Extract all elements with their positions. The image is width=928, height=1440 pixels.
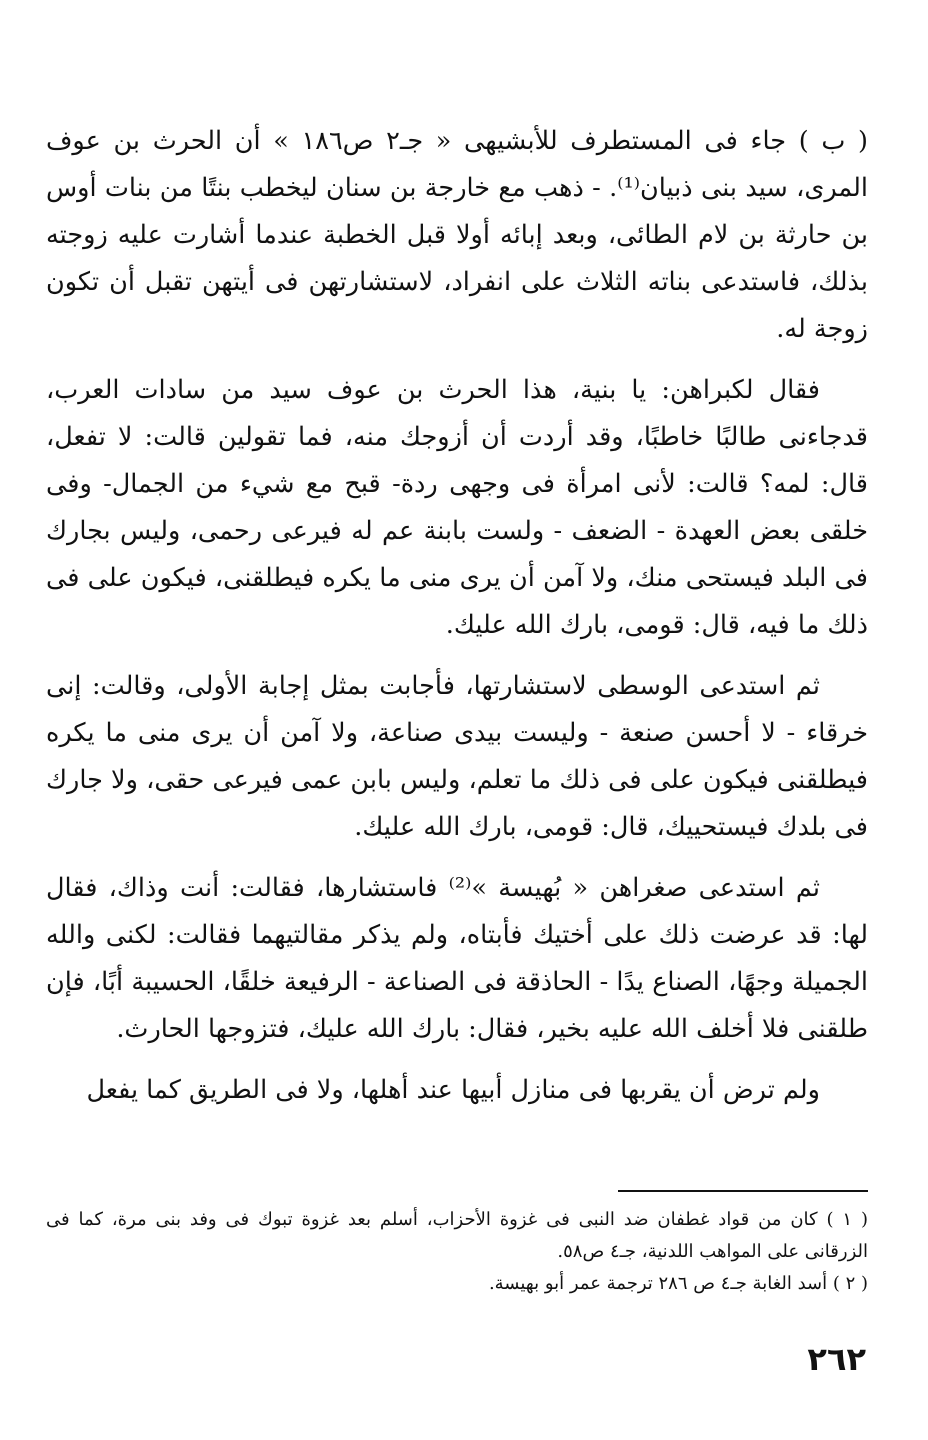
paragraph-1: ( ب ) جاء فى المستطرف للأبشيهى « جـ٢ ص١٨٦ » أن الحرث بن عوف المرى، سيد بنى ذبيان⁽¹⁾. - ذهب مع خارجة بن سنان ليخطب بنتًا من بنات أوس بن حارثة بن لام الطائى، وبعد إبائه أولا قبل الخطبة عندما أشارت عليه زوجته بذلك، فاستدعى بناته الثلاث على انفراد، لاستشارتهن فى أيتهن تقبل أن تكون زوجة له. xyxy=(46,126,869,344)
footnote-1: ( ١ ) كان من قواد غطفان ضد النبى فى غزوة الأحزاب، أسلم بعد غزوة تبوك فى وفد بنى مرة، كما فى الزرقانى على المواهب اللدنية، جـ٤ ص٥٨. xyxy=(46,1209,869,1262)
paragraph-5: ولم ترض أن يقربها فى منازل أبيها عند أهلها، ولا فى الطريق كما يفعل xyxy=(86,1075,820,1105)
paragraph-3: ثم استدعى الوسطى لاستشارتها، فأجابت بمثل إجابة الأولى، وقالت: إنى خرقاء - لا أحسن صنعة - وليست بيدى صناعة، ولا آمن أن يرى منى ما يكره فيطلقنى فيكون على فى ذلك ما تعلم، وليس بابن عمى فيرعى حقى، ولا جارك فى بلدك فيستحييك، قال: قومى، بارك الله عليك. xyxy=(46,671,868,842)
footnote-divider xyxy=(618,1190,868,1192)
page-number: ٢٦٢ xyxy=(807,1340,866,1378)
paragraph-2: فقال لكبراهن: يا بنية، هذا الحرث بن عوف سيد من سادات العرب، قدجاءنى طالبًا خاطبًا، وقد أردت أن أزوجك منه، فما تقولين قالت: لا تفعل، قال: لمه؟ قالت: لأنى امرأة فى وجهى ردة- قبح مع شيء من الجمال- وفى خلقى بعض العهدة - الضعف - ولست بابنة عم له فيرعى رحمى، وليس بجارك فى البلد فيستحى منك، ولا آمن أن يرى منى ما يكره فيطلقنى، فيكون على فى ذلك ما فيه، قال: قومى، بارك الله عليك. xyxy=(46,375,868,640)
paragraph-4: ثم استدعى صغراهن « بُهيسة »⁽²⁾ فاستشارها، فقالت: أنت وذاك، فقال لها: قد عرضت ذلك على أختيك فأبتاه، ولم يذكر مقالتيهما فقالت: لكنى والله الجميلة وجهًا، الصناع يدًا - الحاذقة فى الصناعة - الرفيعة خلقًا، الحسيبة أبًا، فإن طلقنى فلا أخلف الله عليه بخير، فقال: بارك الله عليك، فتزوجها الحارث. xyxy=(46,873,868,1044)
footnote-2: ( ٢ ) أسد الغابة جـ٤ ص ٢٨٦ ترجمة عمر أبو بهيسة. xyxy=(488,1273,868,1294)
main-text xyxy=(46,118,868,1128)
footnotes xyxy=(46,1204,868,1300)
